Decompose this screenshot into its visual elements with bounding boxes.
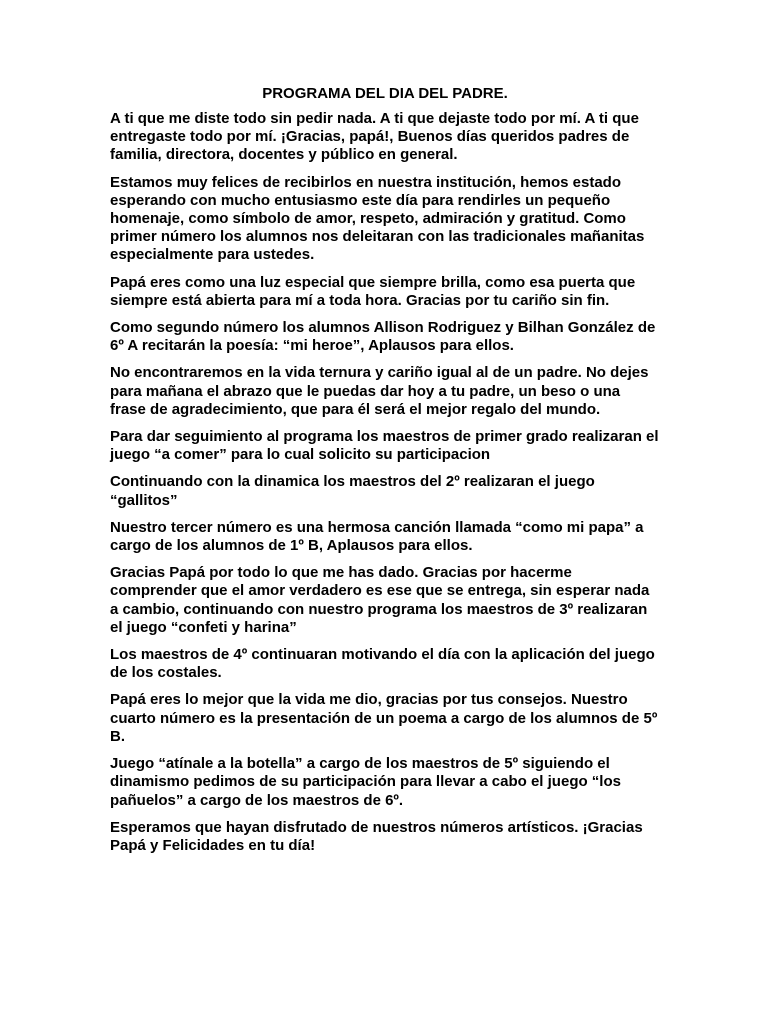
paragraph-light: Papá eres como una luz especial que siempre brilla, como esa puerta que siempre está abierta para mí a toda hora. Gracias por tu cariño sin fin. (110, 273, 636, 309)
paragraph-tenderness: No encontraremos en la vida ternura y cariño igual al de un padre. No dejes para mañana el abrazo que le puedas dar hoy a tu padre, un beso o una frase de agradecimiento, que para él será el mejor regalo del mundo. (110, 364, 649, 418)
document-title: PROGRAMA DEL DIA DEL PADRE. (262, 85, 508, 102)
paragraph-second-number: Como segundo número los alumnos Allison Rodriguez y Bilhan González de 6º A recitarán la poesía: “mi heroe”, Aplausos para ellos. (110, 319, 656, 355)
paragraph-first-grade-game: Para dar seguimiento al programa los maestros de primer grado realizaran el juego “a comer” para lo cual solicito su participacion (110, 428, 659, 464)
paragraph-third-number: Nuestro tercer número es una hermosa canción llamada “como mi papa” a cargo de los alumnos de 1º B, Aplausos para ellos. (110, 518, 644, 555)
paragraph-fourth-number: Papá eres lo mejor que la vida me dio, gracias por tus consejos. Nuestro cuarto número es la presentación de un poema a cargo de los alumnos de 5º B. (110, 691, 658, 745)
paragraph-bottle-game: Juego “atínale a la botella” a cargo de los maestros de 5º siguiendo el dinamismo pedimos de su participación para llevar a cabo el juego “los pañuelos” a cargo de los maestros de 6º. (110, 755, 621, 809)
document-page (110, 85, 660, 864)
paragraph-fourth-grade-game: Los maestros de 4º continuaran motivando el día con la aplicación del juego de los costales. (110, 646, 655, 682)
paragraph-greeting: A ti que me diste todo sin pedir nada. A ti que dejaste todo por mí. A ti que entregaste todo por mí. ¡Gracias, papá!, Buenos días queridos padres de familia, directora, docentes y público en general. (110, 110, 639, 164)
paragraph-closing: Esperamos que hayan disfrutado de nuestros números artísticos. ¡Gracias Papá y Felicidades en tu día! (110, 818, 643, 854)
paragraph-welcome: Estamos muy felices de recibirlos en nuestra institución, hemos estado esperando con mucho entusiasmo este día para rendirles un pequeño homenaje, como símbolo de amor, respeto, admiración y gratitud. Como primer número los alumnos nos deleitaran con las tradicionales mañanitas especialmente para ustedes. (110, 173, 645, 264)
paragraph-second-grade-game: Continuando con la dinamica los maestros del 2º realizaran el juego “gallitos” (110, 473, 595, 509)
paragraph-thanks-third-grade: Gracias Papá por todo lo que me has dado. Gracias por hacerme comprender que el amor verdadero es ese que se entrega, sin esperar nada a cambio, continuando con nuestro programa los maestros de 3º realizaran el juego “confeti y harina” (110, 564, 650, 636)
